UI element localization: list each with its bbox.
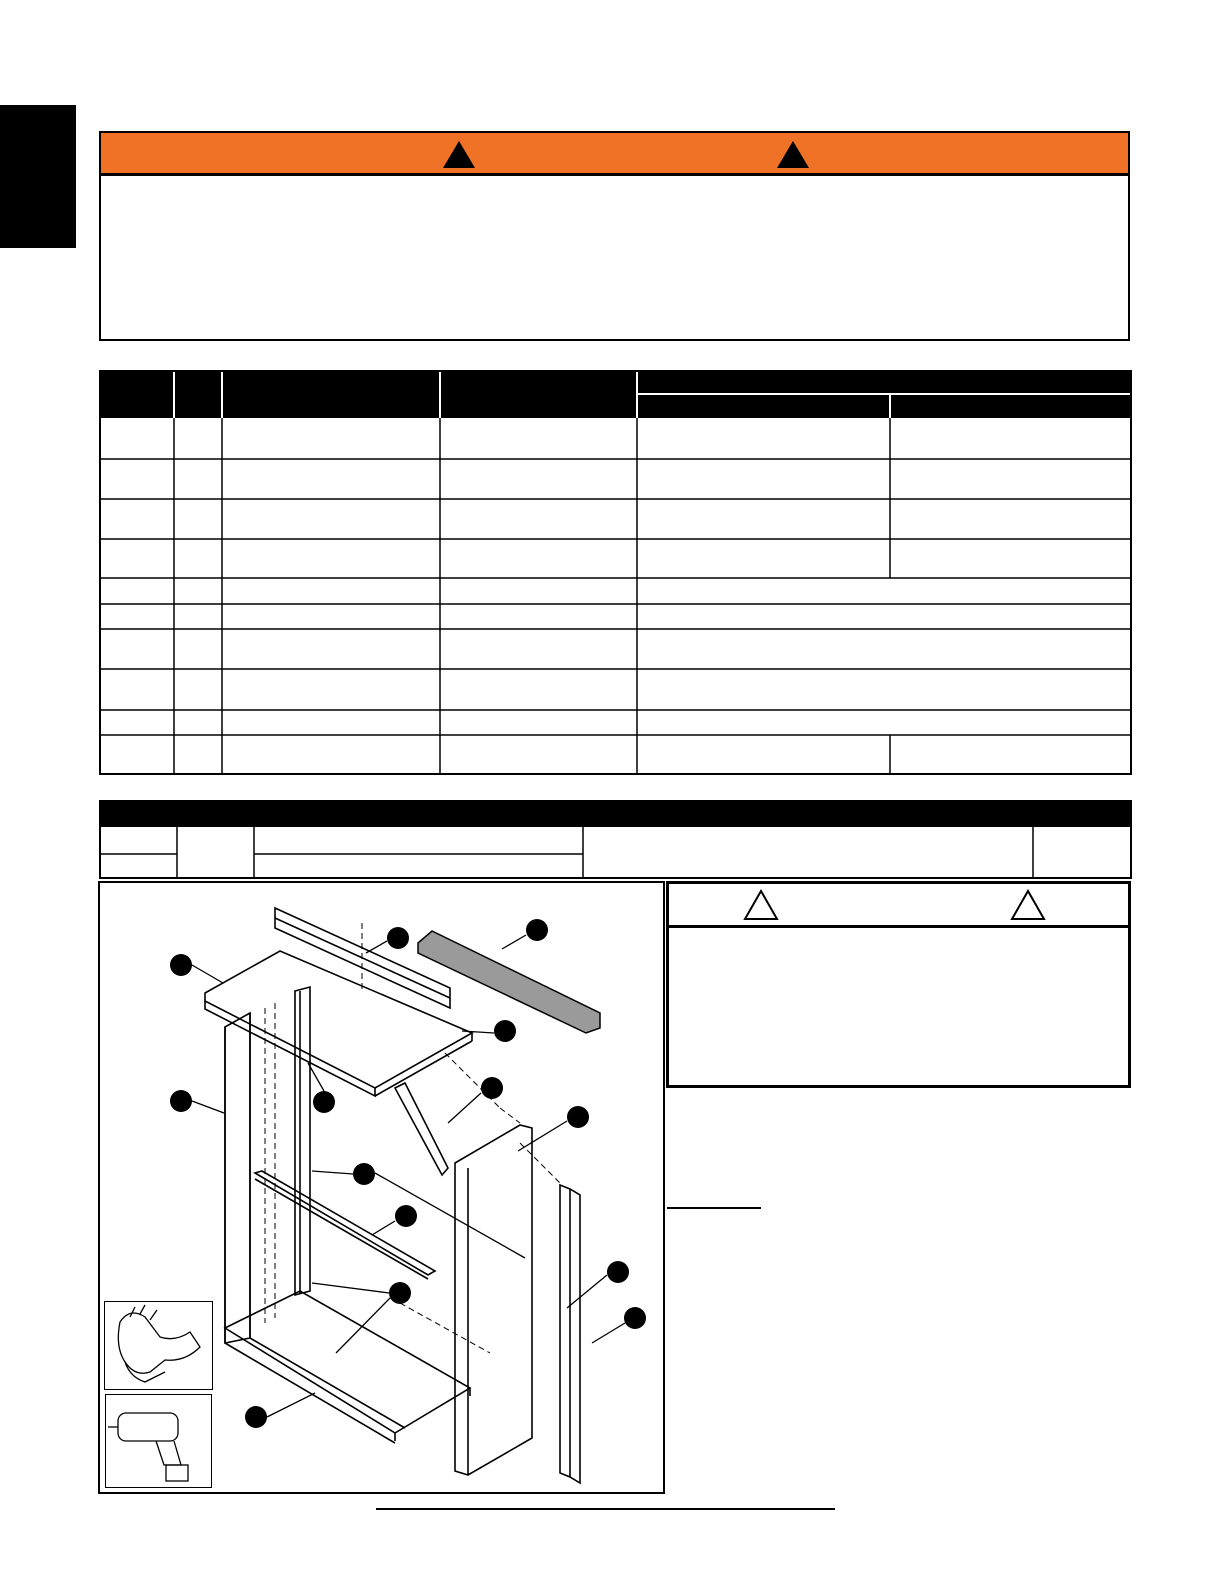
warning-triangle-icon [443,141,475,168]
warning-triangle-icon [777,141,809,168]
gloves-drawing [105,1302,210,1387]
warning-box [99,131,1130,341]
heading-underline [667,1207,761,1209]
table-grid [101,372,1130,773]
warning-header-bar [101,133,1128,176]
caution-box [666,881,1131,1088]
drill-icon [105,1394,212,1488]
drill-drawing [106,1395,209,1485]
gloves-icon [104,1301,213,1390]
caution-header [669,884,1128,928]
caution-triangle-icon [1010,889,1046,921]
footer-rule [376,1508,835,1510]
parts-table [99,370,1132,775]
caution-triangle-icon [743,889,779,921]
kit-table [99,800,1132,879]
section-tab [0,105,76,248]
kit-table-grid [101,802,1130,877]
